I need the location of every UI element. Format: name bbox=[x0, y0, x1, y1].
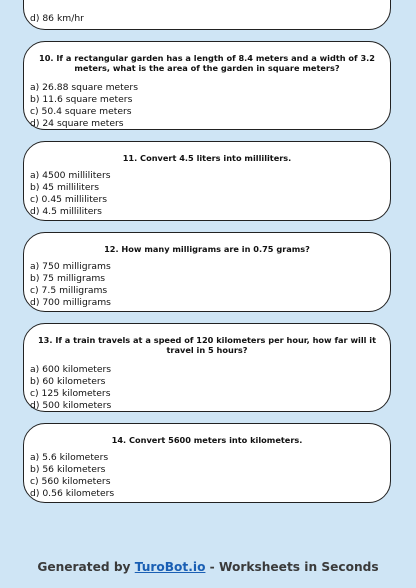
options-list bbox=[24, 82, 390, 130]
question-card-14 bbox=[23, 423, 391, 503]
option-a: a) 5.6 kilometers bbox=[30, 452, 109, 463]
footer bbox=[0, 560, 416, 574]
question-text: 14. Convert 5600 meters into kilometers. bbox=[111, 435, 303, 445]
question-card-13 bbox=[23, 323, 391, 412]
option-a: a) 26.88 square meters bbox=[30, 82, 138, 93]
option-b: b) 11.6 square meters bbox=[30, 94, 133, 105]
question-card-11 bbox=[23, 141, 391, 221]
question-text: 10. If a rectangular garden has a length of 8.4 meters and a width of 3.2 meters, what is the area of the garden in square meters? bbox=[39, 53, 375, 73]
options-list bbox=[24, 170, 390, 218]
question-text: 13. If a train travels at a speed of 120 kilometers per hour, how far will it travel in 5 hours? bbox=[37, 335, 376, 355]
option-d: d) 86 km/hr bbox=[30, 13, 84, 24]
option-a: a) 750 milligrams bbox=[30, 261, 111, 272]
option-c: c) 0.45 milliliters bbox=[30, 194, 108, 205]
options-list bbox=[24, 452, 390, 500]
option-c: c) 50.4 square meters bbox=[30, 106, 132, 117]
footer-suffix: - Worksheets in Seconds bbox=[205, 560, 379, 574]
option-c: c) 7.5 milligrams bbox=[30, 285, 108, 296]
footer-prefix: Generated by bbox=[37, 560, 135, 574]
option-d: d) 24 square meters bbox=[30, 118, 124, 129]
question-card-12 bbox=[23, 232, 391, 312]
option-b: b) 75 milligrams bbox=[30, 273, 106, 284]
option-d: d) 500 kilometers bbox=[30, 400, 112, 411]
question-text: 11. Convert 4.5 liters into milliliters. bbox=[122, 153, 292, 163]
option-a: a) 4500 milliliters bbox=[30, 170, 111, 181]
brand-link[interactable]: TuroBot.io bbox=[134, 560, 206, 574]
question-text: 12. How many milligrams are in 0.75 grams? bbox=[104, 244, 310, 254]
option-b: b) 60 kilometers bbox=[30, 376, 106, 387]
option-d: d) 4.5 milliliters bbox=[30, 206, 102, 217]
options-list bbox=[24, 13, 84, 25]
option-d: d) 700 milligrams bbox=[30, 297, 111, 308]
option-b: b) 45 milliliters bbox=[30, 182, 100, 193]
option-c: c) 125 kilometers bbox=[30, 388, 111, 399]
options-list bbox=[24, 261, 390, 309]
question-card-9 bbox=[23, 0, 391, 30]
question-card-10 bbox=[23, 41, 391, 130]
option-c: c) 560 kilometers bbox=[30, 476, 111, 487]
option-d: d) 0.56 kilometers bbox=[30, 488, 115, 499]
option-a: a) 600 kilometers bbox=[30, 364, 112, 375]
option-b: b) 56 kilometers bbox=[30, 464, 106, 475]
options-list bbox=[24, 364, 390, 412]
